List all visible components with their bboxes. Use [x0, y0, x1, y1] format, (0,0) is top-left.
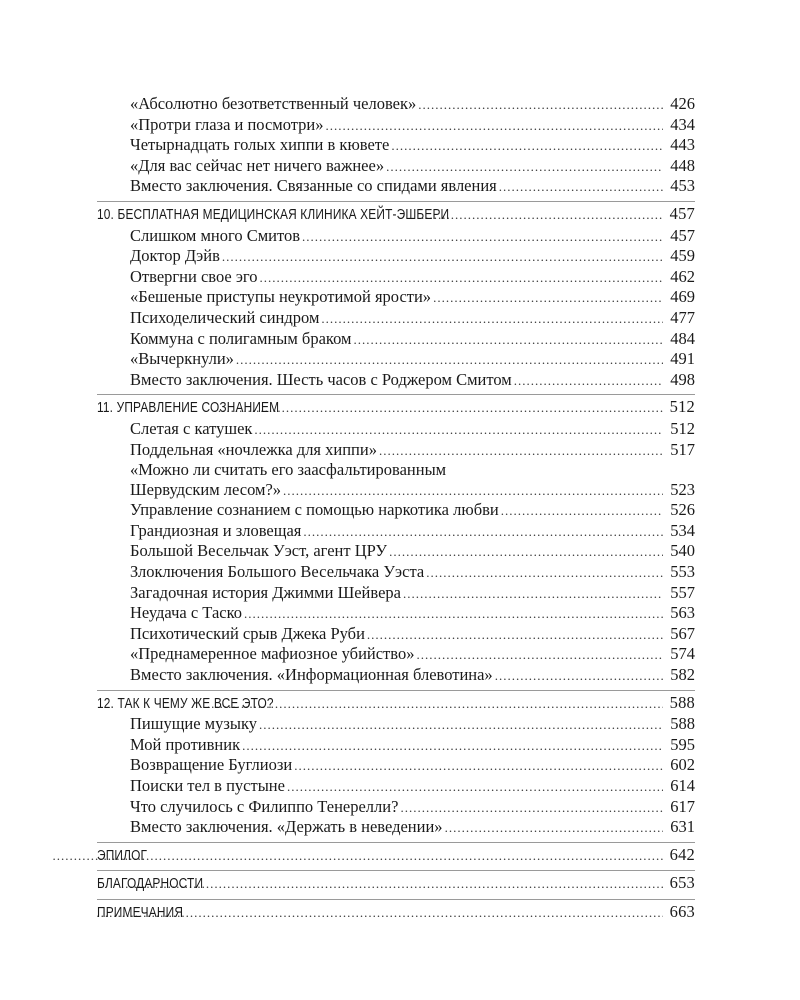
chapter-title: 12. ТАК К ЧЕМУ ЖЕ ВСЕ ЭТО?: [97, 695, 274, 712]
dot-leader: [386, 157, 663, 177]
toc-chapter-entry[interactable]: [97, 902, 695, 924]
toc-chapter-entry[interactable]: [97, 204, 695, 226]
dot-leader: [254, 420, 663, 440]
toc-entry[interactable]: [97, 226, 695, 247]
toc-entry[interactable]: [97, 115, 695, 136]
toc-entry[interactable]: [97, 521, 695, 542]
chapter-title: 10. БЕСПЛАТНАЯ МЕДИЦИНСКАЯ КЛИНИКА ХЕЙТ-ЭШБЕРИ: [97, 206, 450, 223]
dot-leader: [495, 666, 663, 686]
dot-leader: [242, 736, 663, 756]
dot-leader: [416, 645, 663, 665]
dot-leader: [283, 481, 663, 501]
chapter-title: ПРИМЕЧАНИЯ: [97, 904, 184, 921]
dot-leader: [367, 625, 663, 645]
page-number: 582: [670, 665, 695, 685]
entry-title: Загадочная история Джимми Шейвера: [130, 582, 401, 602]
dot-leader: [514, 371, 663, 391]
page-number: 523: [670, 479, 695, 499]
toc-entry[interactable]: [97, 776, 695, 797]
dot-leader: [499, 177, 663, 197]
page-number: 602: [670, 755, 695, 775]
page-number: 595: [670, 734, 695, 754]
page-number: 498: [670, 369, 695, 389]
dot-leader: [445, 818, 663, 838]
toc-entry[interactable]: [97, 135, 695, 156]
chapter-title: БЛАГОДАРНОСТИ: [97, 876, 204, 893]
page-number: 534: [670, 520, 695, 540]
page-number: 614: [670, 776, 695, 795]
entry-title: Поиски тел в пустыне: [130, 776, 285, 795]
page-number: 448: [670, 155, 695, 175]
toc-entry[interactable]: [97, 419, 695, 440]
entry-title: Вместо заключения. «Держать в неведении»: [130, 817, 443, 837]
dot-leader: [418, 95, 663, 115]
dot-leader: [321, 309, 663, 329]
toc-entry[interactable]: [97, 267, 695, 288]
toc-entry[interactable]: [97, 644, 695, 665]
toc-entry[interactable]: [97, 308, 695, 329]
table-of-contents: [97, 94, 695, 924]
dot-leader: [302, 227, 663, 247]
toc-entry[interactable]: [97, 440, 695, 461]
toc-section: [97, 842, 695, 867]
entry-title: Слишком много Смитов: [130, 225, 301, 245]
dot-leader: [222, 247, 663, 267]
toc-entry[interactable]: [97, 755, 695, 776]
page-number: 557: [670, 582, 695, 602]
toc-entry[interactable]: [97, 287, 695, 308]
chapter-title: 11. УПРАВЛЕНИЕ СОЗНАНИЕМ: [97, 400, 280, 417]
entry-title: «Вычеркнули»: [130, 349, 234, 369]
entry-title: Поддельная «ночлежка для хиппи»: [130, 439, 377, 459]
page-number: 663: [669, 901, 695, 921]
page-number: 540: [670, 541, 695, 561]
toc-entry[interactable]: [97, 94, 695, 115]
dot-leader: [379, 441, 663, 461]
entry-title: Психоделический синдром: [130, 307, 320, 327]
page-number: 517: [670, 439, 695, 459]
entry-title: Четырнадцать голых хиппи в кювете: [130, 135, 390, 155]
toc-entry[interactable]: [97, 665, 695, 686]
dot-leader: [244, 604, 663, 624]
page-number: 457: [670, 225, 695, 245]
entry-title: «Можно ли считать его заасфальтированным: [130, 460, 447, 480]
toc-section: [97, 899, 695, 924]
page-number: 617: [670, 796, 695, 816]
page-number: 563: [670, 603, 695, 623]
page-number: 512: [670, 418, 695, 438]
entry-title: Вместо заключения. Связанные со спидами явления: [130, 176, 497, 196]
dot-leader: [389, 542, 663, 562]
entry-title: Грандиозная и зловещая: [130, 520, 302, 540]
page-number: 512: [669, 397, 695, 417]
toc-entry[interactable]: [97, 349, 695, 370]
entry-title: Вместо заключения. «Информационная блевотина»: [130, 665, 493, 685]
dot-leader: [260, 268, 663, 288]
entry-title: «Протри глаза и посмотри»: [130, 114, 324, 134]
dot-leader: [236, 350, 663, 370]
toc-section: [97, 870, 695, 895]
toc-section: [97, 201, 695, 390]
entry-title: Вместо заключения. Шесть часов с Роджером Смитом: [130, 369, 512, 389]
entry-title: «Преднамеренное мафиозное убийство»: [130, 644, 415, 664]
toc-chapter-entry[interactable]: [97, 873, 695, 895]
toc-entry[interactable]: [97, 562, 695, 583]
dot-leader: [259, 715, 663, 735]
page-number: 469: [670, 287, 695, 307]
dot-leader: [326, 116, 663, 136]
page-number: 567: [670, 623, 695, 643]
entry-title: Возвращение Буглиози: [130, 755, 293, 775]
toc-entry[interactable]: [97, 603, 695, 624]
toc-entry[interactable]: [97, 624, 695, 645]
entry-title: Коммуна с полигамным браком: [130, 328, 352, 348]
page-number: 462: [670, 266, 695, 286]
dot-leader: [207, 694, 663, 714]
toc-entry[interactable]: [97, 817, 695, 838]
page-number: 457: [669, 203, 695, 223]
toc-entry[interactable]: [97, 714, 695, 735]
toc-entry[interactable]: [97, 480, 695, 501]
entry-title: Пишущие музыку: [130, 714, 258, 734]
entry-title: Неудача с Таско: [130, 603, 243, 623]
toc-entry[interactable]: [97, 583, 695, 604]
toc-entry[interactable]: [97, 541, 695, 562]
dot-leader: [294, 756, 663, 776]
toc-section: [97, 394, 695, 685]
dot-leader: [403, 584, 663, 604]
chapter-title: ЭПИЛОГ: [97, 847, 148, 864]
page-number: 653: [669, 873, 695, 893]
page-number: 434: [670, 114, 695, 134]
page-number: 453: [670, 176, 695, 196]
dot-leader: [501, 501, 663, 521]
toc-entry[interactable]: [97, 176, 695, 197]
dot-leader: [391, 136, 663, 156]
page-number: 443: [670, 135, 695, 155]
page-number: 491: [670, 349, 695, 369]
entry-title: Большой Весельчак Уэст, агент ЦРУ: [130, 541, 388, 561]
toc-entry[interactable]: [97, 246, 695, 267]
toc-chapter-entry[interactable]: [97, 397, 695, 419]
toc-entry[interactable]: [97, 735, 695, 756]
entry-title: Слетая с катушек: [130, 418, 253, 438]
dot-leader: [400, 798, 663, 818]
page-number: 553: [670, 562, 695, 582]
dot-leader: [421, 205, 663, 225]
page-number: 574: [670, 644, 695, 664]
entry-title: Управление сознанием с помощью наркотика любви: [130, 500, 499, 520]
entry-title: Психотический срыв Джека Руби: [130, 623, 365, 643]
toc-entry-title-line[interactable]: [97, 460, 695, 480]
toc-entry[interactable]: [97, 329, 695, 350]
toc-chapter-entry[interactable]: [97, 693, 695, 715]
dot-leader: [426, 563, 663, 583]
toc-entry[interactable]: [97, 797, 695, 818]
page-number: 459: [670, 246, 695, 266]
page-number: 588: [669, 692, 695, 712]
dot-leader: [287, 777, 663, 797]
entry-title: Злоключения Большого Весельчака Уэста: [130, 562, 425, 582]
entry-title: Отвергни свое эго: [130, 266, 258, 286]
entry-title: Доктор Дэйв: [130, 246, 220, 266]
entry-title: Шервудским лесом?»: [130, 479, 282, 499]
entry-title: «Бешеные приступы неукротимой ярости»: [130, 287, 432, 307]
toc-entry[interactable]: [97, 156, 695, 177]
page-number: 631: [670, 817, 695, 837]
toc-section: [97, 690, 695, 838]
toc-entry[interactable]: [97, 370, 695, 391]
page-number: 477: [670, 307, 695, 327]
toc-chapter-entry[interactable]: [97, 845, 695, 867]
page-number: 526: [670, 500, 695, 520]
toc-section: [97, 94, 695, 197]
page-number: 426: [670, 94, 695, 113]
page-number: 588: [670, 714, 695, 734]
page-number: 642: [669, 844, 695, 864]
dot-leader: [353, 330, 663, 350]
dot-leader: [303, 522, 663, 542]
entry-title: «Для вас сейчас нет ничего важнее»: [130, 155, 385, 175]
page-number: 484: [670, 328, 695, 348]
dot-leader: [433, 288, 663, 308]
entry-title: Мой противник: [130, 734, 241, 754]
entry-title: «Абсолютно безответственный человек»: [130, 94, 417, 113]
entry-title: Что случилось с Филиппо Тенерелли?: [130, 796, 399, 816]
toc-entry[interactable]: [97, 500, 695, 521]
dot-leader: [214, 398, 663, 418]
